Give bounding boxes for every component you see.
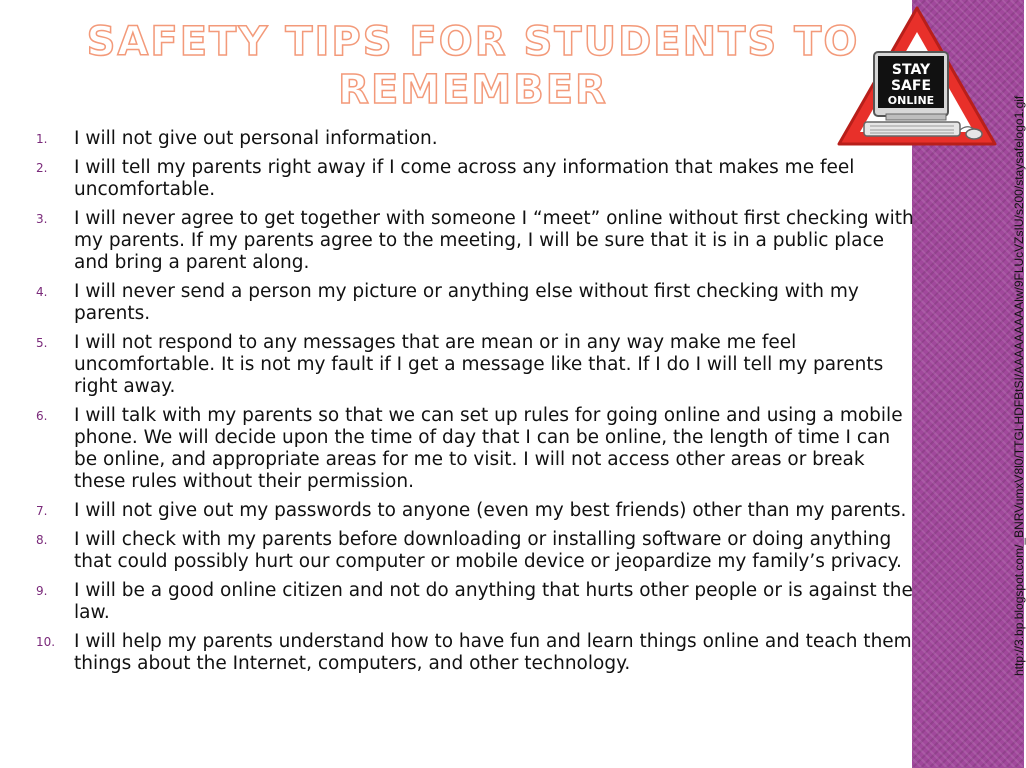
list-item: [36, 405, 918, 493]
list-item-number: 5.: [36, 336, 48, 350]
slide-title: SAFETY TIPS FOR STUDENTS TO REMEMBER: [86, 19, 860, 113]
safety-tips-list: [36, 128, 918, 682]
list-item-text: I will be a good online citizen and not do anything that hurts other people or is against the law.: [74, 580, 913, 623]
logo-text-safe: SAFE: [890, 78, 932, 94]
list-item-number: 9.: [36, 584, 48, 598]
logo-text-stay: STAY: [891, 62, 931, 78]
stay-safe-online-warning-icon: [834, 4, 1000, 152]
logo-text-online: ONLINE: [887, 94, 935, 107]
list-item-text: I will never agree to get together with someone I “meet” online without first checking with my parents. If my parents agree to the meeting, I will be sure that it is in a public place and bring a parent along.: [74, 208, 914, 273]
list-item-text: I will not give out personal information.: [74, 128, 438, 149]
image-source-url: http://3.bp.blogspot.com/_BNRVumxV8l0/TTGLHDFBtSI/AAAAAAAAAlw/9FLUcVZsIU/s200/staysafelogo1.gif: [1012, 95, 1026, 676]
list-item-text: I will not respond to any messages that are mean or in any way make me feel uncomfortable. It is not my fault if I get a message like that. If I do I will tell my parents right away.: [74, 332, 884, 397]
list-item: [36, 281, 918, 325]
list-item: [36, 529, 918, 573]
list-item-text: I will not give out my passwords to anyone (even my best friends) other than my parents.: [74, 500, 907, 521]
list-item: [36, 332, 918, 398]
list-item-number: 10.: [36, 635, 56, 649]
list-item: [36, 128, 918, 150]
list-item: [36, 500, 918, 522]
list-item: [36, 208, 918, 274]
list-item-number: 2.: [36, 161, 48, 175]
list-item-text: I will help my parents understand how to have fun and learn things online and teach them things about the Internet, computers, and other technology.: [74, 631, 912, 674]
list-item-number: 6.: [36, 409, 48, 423]
list-item: [36, 631, 918, 675]
list-item-text: I will talk with my parents so that we can set up rules for going online and using a mobile phone. We will decide upon the time of day that I can be online, the length of time I can be online, and appropriate areas for me to visit. I will not access other areas or break these rules without their permission.: [74, 405, 903, 492]
list-item-text: I will check with my parents before downloading or installing software or doing anything that could possibly hurt our computer or mobile device or jeopardize my family’s privacy.: [74, 529, 902, 572]
list-item-number: 4.: [36, 285, 48, 299]
list-item-text: I will never send a person my picture or anything else without first checking with my parents.: [74, 281, 859, 324]
list-item: [36, 157, 918, 201]
list-item-number: 1.: [36, 132, 48, 146]
list-item-number: 3.: [36, 212, 48, 226]
list-item-text: I will tell my parents right away if I come across any information that makes me feel uncomfortable.: [74, 157, 855, 200]
list-item-number: 7.: [36, 504, 48, 518]
list-item: [36, 580, 918, 624]
list-item-number: 8.: [36, 533, 48, 547]
